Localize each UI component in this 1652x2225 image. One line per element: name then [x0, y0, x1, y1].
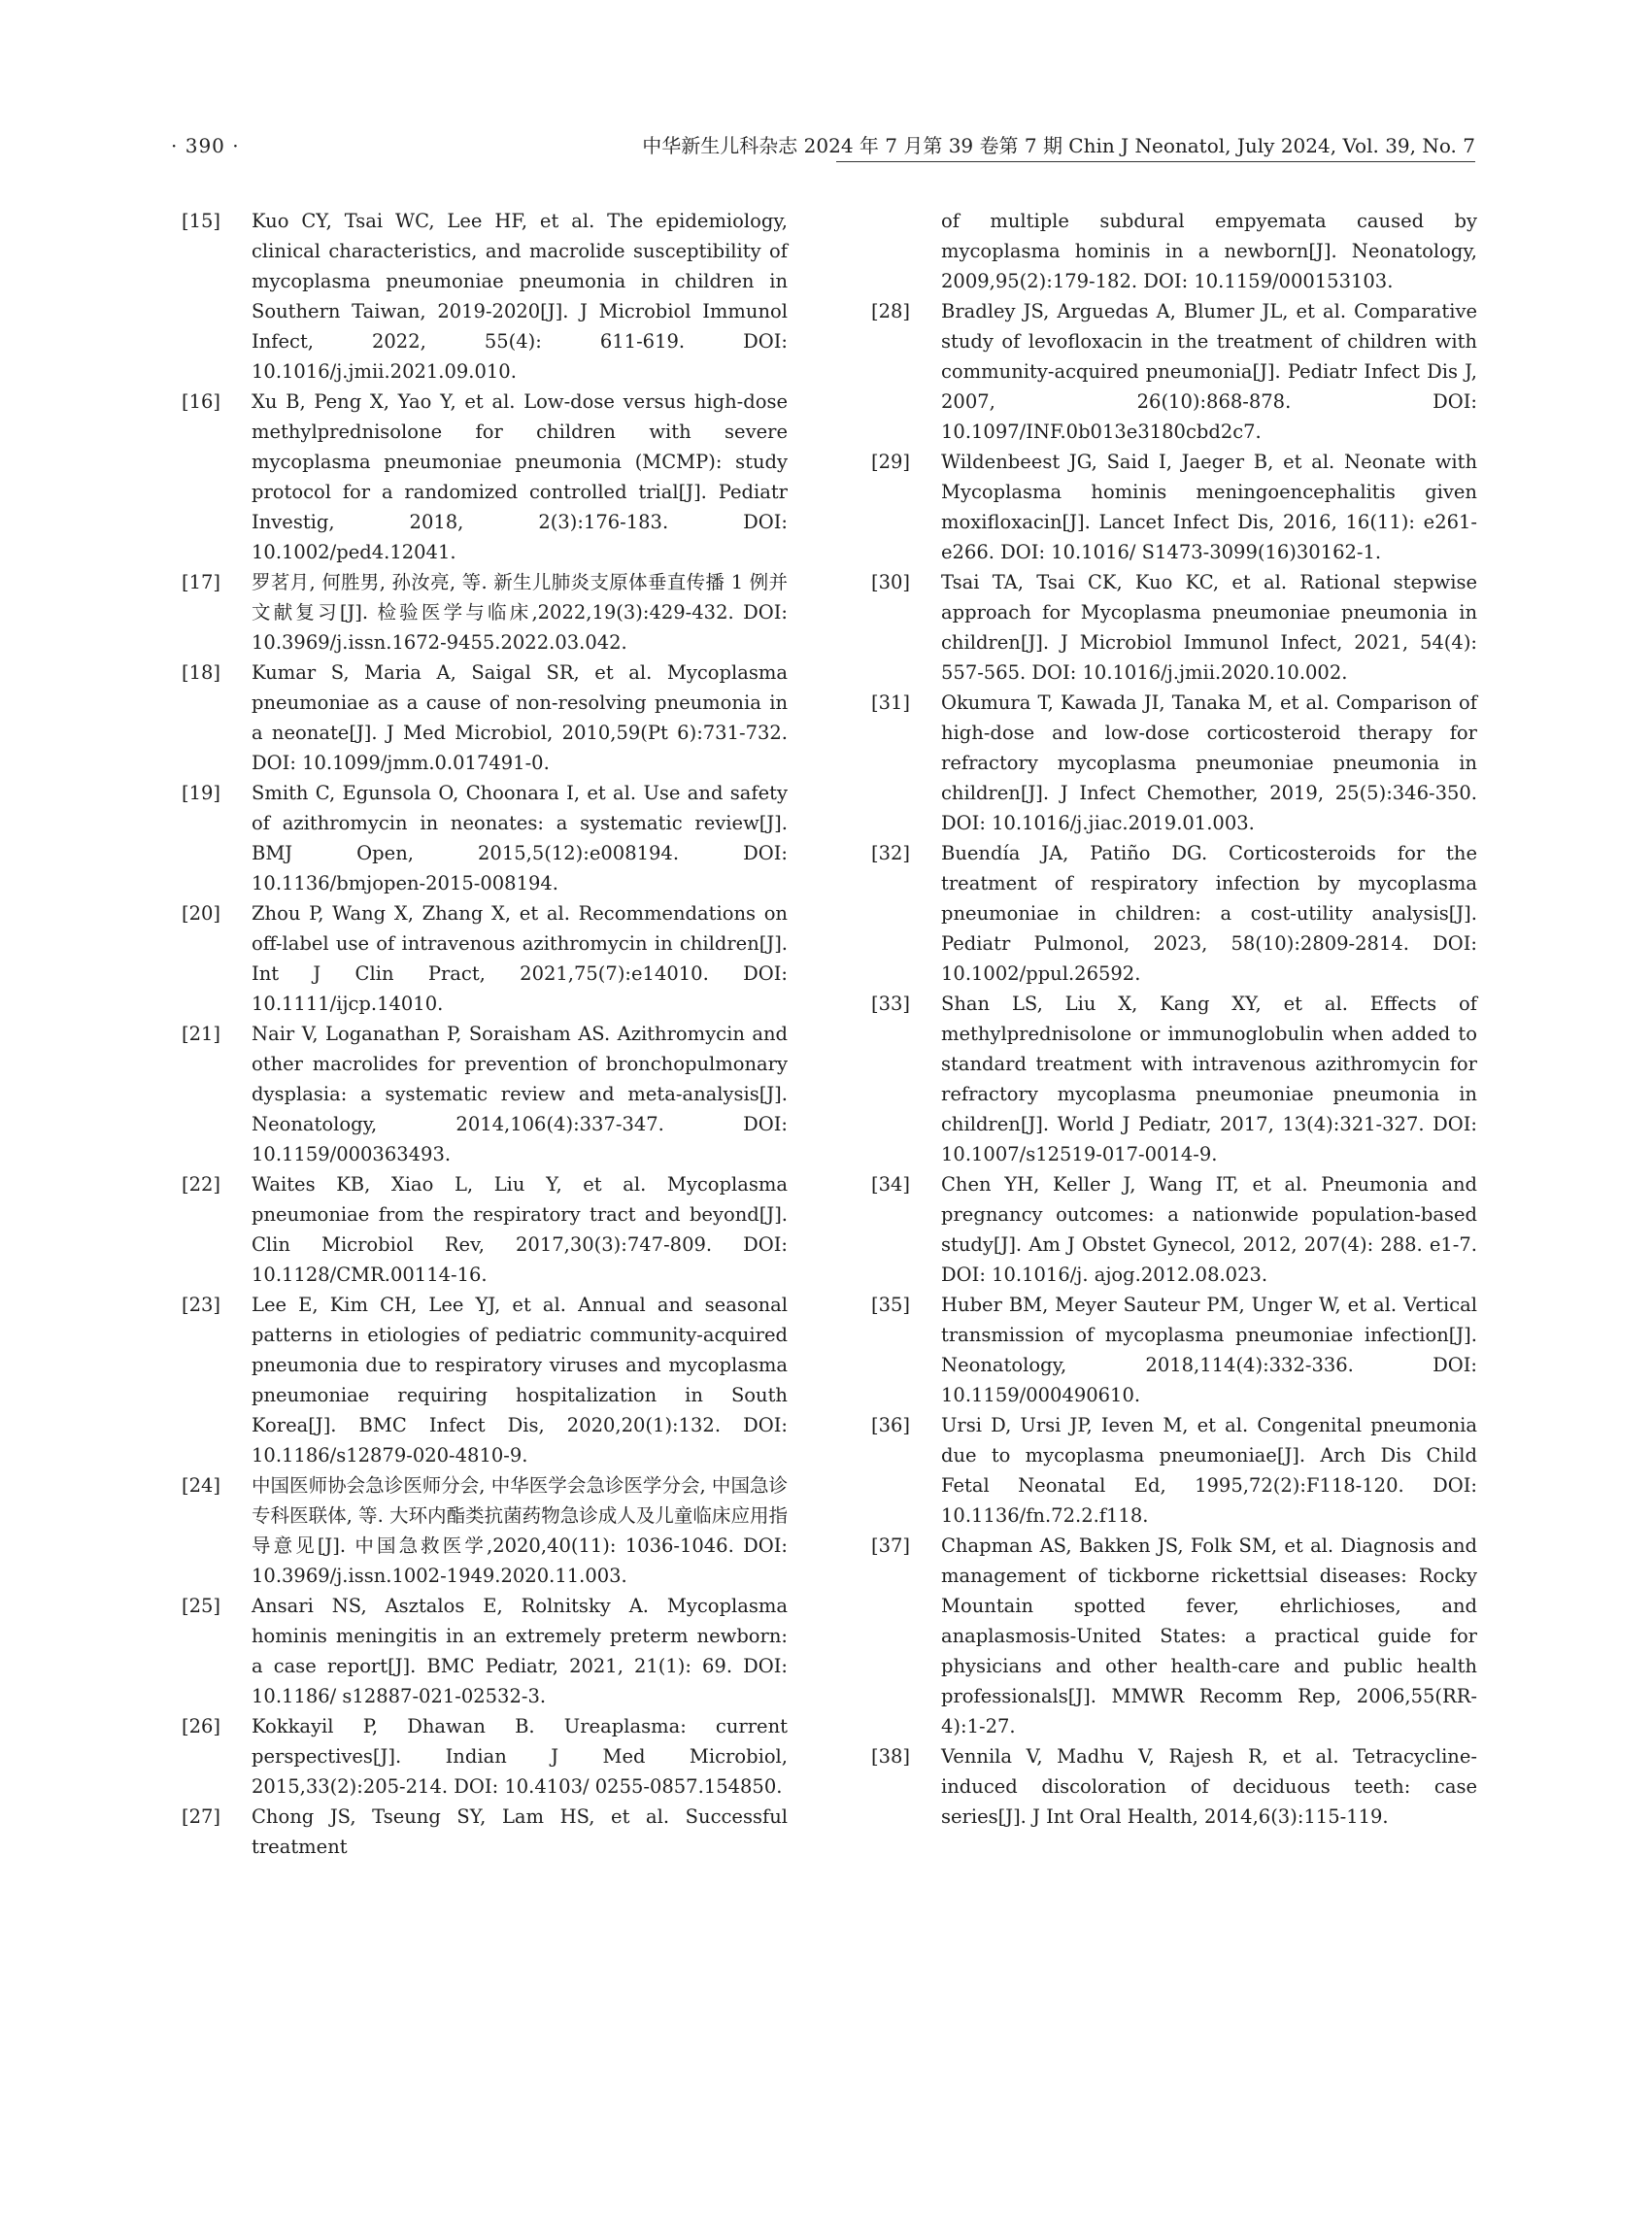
reference-number: [27]	[182, 1805, 221, 1828]
reference-item	[871, 989, 1477, 1169]
reference-item	[871, 838, 1477, 989]
reference-text: Ansari NS, Asztalos E, Rolnitsky A. Mycoplasma hominis meningitis in an extremely preterm newborn: a case report[J]. BMC Pediatr, 2021, 21(1): 69. DOI: 10.1186/ s12887-021-02532-3.	[252, 1595, 788, 1707]
reference-text: Chong JS, Tseung SY, Lam HS, et al. Successful treatment	[252, 1805, 788, 1858]
reference-text: Shan LS, Liu X, Kang XY, et al. Effects of methylprednisolone or immunoglobulin when added to standard treatment with intravenous azithromycin for refractory mycoplasma pneumoniae pneumonia in children[J]. World J Pediatr, 2017, 13(4):321-327. DOI: 10.1007/s12519-017-0014-9.	[941, 993, 1477, 1165]
reference-number: [34]	[871, 1173, 911, 1196]
reference-number: [24]	[182, 1474, 221, 1497]
reference-item	[182, 1802, 788, 1862]
reference-item	[182, 1470, 788, 1591]
reference-text: Okumura T, Kawada JI, Tanaka M, et al. Comparison of high-dose and low-dose corticosteroid therapy for refractory mycoplasma pneumoniae pneumonia in children[J]. J Infect Chemother, 2019, 25(5):346-350. DOI: 10.1016/j.jiac.2019.01.003.	[941, 691, 1477, 834]
reference-item	[182, 387, 788, 567]
reference-item	[871, 206, 1477, 296]
reference-text: Kuo CY, Tsai WC, Lee HF, et al. The epidemiology, clinical characteristics, and macrolide susceptibility of mycoplasma pneumoniae pneumonia in children in Southern Taiwan, 2019-2020[J]. J Microbiol Immunol Infect, 2022, 55(4): 611-619. DOI: 10.1016/j.jmii.2021.09.010.	[252, 210, 788, 383]
reference-text: Wildenbeest JG, Said I, Jaeger B, et al. Neonate with Mycoplasma hominis meningoencephalitis given moxifloxacin[J]. Lancet Infect Dis, 2016, 16(11): e261-e266. DOI: 10.1016/ S1473-3099(16)30162-1.	[941, 451, 1477, 563]
reference-number: [31]	[871, 691, 911, 714]
reference-item	[182, 1711, 788, 1802]
reference-item	[182, 898, 788, 1019]
reference-number: [26]	[182, 1715, 221, 1737]
reference-number	[871, 206, 941, 296]
reference-text: Xu B, Peng X, Yao Y, et al. Low-dose versus high-dose methylprednisolone for children with severe mycoplasma pneumoniae pneumonia (MCMP): study protocol for a randomized controlled trial[J]. Pediatr Investig, 2018, 2(3):176-183. DOI: 10.1002/ped4.12041.	[252, 390, 788, 563]
reference-text: Tsai TA, Tsai CK, Kuo KC, et al. Rational stepwise approach for Mycoplasma pneumoniae pneumonia in children[J]. J Microbiol Immunol Infect, 2021, 54(4): 557-565. DOI: 10.1016/j.jmii.2020.10.002.	[941, 571, 1477, 684]
reference-text: Waites KB, Xiao L, Liu Y, et al. Mycoplasma pneumoniae from the respiratory tract and beyond[J]. Clin Microbiol Rev, 2017,30(3):747-809. DOI: 10.1128/CMR.00114-16.	[252, 1173, 788, 1286]
reference-item	[871, 447, 1477, 567]
reference-text: Ursi D, Ursi JP, Ieven M, et al. Congenital pneumonia due to mycoplasma pneumoniae[J]. Arch Dis Child Fetal Neonatal Ed, 1995,72(2):F118-120. DOI: 10.1136/fn.72.2.f118.	[941, 1414, 1477, 1527]
reference-item	[182, 1591, 788, 1711]
reference-number: [36]	[871, 1414, 911, 1436]
references-left-column	[182, 206, 788, 1862]
reference-item	[871, 1531, 1477, 1741]
reference-number: [37]	[871, 1534, 911, 1557]
reference-item	[871, 567, 1477, 688]
reference-number: [35]	[871, 1294, 911, 1316]
reference-text: Lee E, Kim CH, Lee YJ, et al. Annual and seasonal patterns in etiologies of pediatric community-acquired pneumonia due to respiratory viruses and mycoplasma pneumoniae requiring hospitalization in South Korea[J]. BMC Infect Dis, 2020,20(1):132. DOI: 10.1186/s12879-020-4810-9.	[252, 1294, 788, 1466]
reference-text: 中国医师协会急诊医师分会, 中华医学会急诊医学分会, 中国急诊专科医联体, 等. 大环内酯类抗菌药物急诊成人及儿童临床应用指导意见[J]. 中国急救医学,2020,40(11): 1036-1046. DOI: 10.3969/j.issn.1002-1949.2020.11.003.	[252, 1474, 788, 1587]
reference-item	[871, 1410, 1477, 1531]
reference-number: [21]	[182, 1023, 221, 1045]
reference-text: Huber BM, Meyer Sauteur PM, Unger W, et al. Vertical transmission of mycoplasma pneumoniae infection[J]. Neonatology, 2018,114(4):332-336. DOI: 10.1159/000490610.	[941, 1294, 1477, 1406]
reference-item	[871, 296, 1477, 447]
reference-number: [18]	[182, 661, 221, 684]
reference-text: Bradley JS, Arguedas A, Blumer JL, et al. Comparative study of levofloxacin in the treatment of children with community-acquired pneumonia[J]. Pediatr Infect Dis J, 2007, 26(10):868-878. DOI: 10.1097/INF.0b013e3180cbd2c7.	[941, 300, 1477, 443]
reference-number: [29]	[871, 451, 911, 473]
reference-number: [30]	[871, 571, 911, 593]
reference-text: 罗茗月, 何胜男, 孙汝亮, 等. 新生儿肺炎支原体垂直传播 1 例并文献复习[J]. 检验医学与临床,2022,19(3):429-432. DOI: 10.3969/j.issn.1672-9455.2022.03.042.	[252, 571, 788, 654]
reference-number: [32]	[871, 842, 911, 864]
journal-citation-line: 中华新生儿科杂志 2024 年 7 月第 39 卷第 7 期 Chin J Neonatol, July 2024, Vol. 39, No. 7	[642, 134, 1475, 157]
reference-number: [22]	[182, 1173, 221, 1196]
reference-item	[182, 1169, 788, 1290]
reference-text: Chapman AS, Bakken JS, Folk SM, et al. Diagnosis and management of tickborne rickettsial diseases: Rocky Mountain spotted fever, ehrlichioses, and anaplasmosis-United States: a practical guide for physicians and other health-care and public health professionals[J]. MMWR Recomm Rep, 2006,55(RR-4):1-27.	[941, 1534, 1477, 1737]
reference-item	[871, 1169, 1477, 1290]
running-header	[171, 134, 1475, 163]
reference-item	[871, 1290, 1477, 1410]
reference-number: [16]	[182, 390, 221, 413]
reference-item	[182, 567, 788, 657]
page-number: · 390 ·	[171, 134, 240, 157]
reference-number: [15]	[182, 210, 221, 232]
reference-text: Buendía JA, Patiño DG. Corticosteroids for the treatment of respiratory infection by mycoplasma pneumoniae in children: a cost-utility analysis[J]. Pediatr Pulmonol, 2023, 58(10):2809-2814. DOI: 10.1002/ppul.26592.	[941, 842, 1477, 985]
reference-text: Zhou P, Wang X, Zhang X, et al. Recommendations on off-label use of intravenous azithromycin in children[J]. Int J Clin Pract, 2021,75(7):e14010. DOI: 10.1111/ijcp.14010.	[252, 902, 788, 1015]
reference-number: [20]	[182, 902, 221, 925]
reference-text: Chen YH, Keller J, Wang IT, et al. Pneumonia and pregnancy outcomes: a nationwide population-based study[J]. Am J Obstet Gynecol, 2012, 207(4): 288. e1-7. DOI: 10.1016/j. ajog.2012.08.023.	[941, 1173, 1477, 1286]
reference-item	[871, 688, 1477, 838]
reference-number: [17]	[182, 571, 221, 593]
reference-item	[182, 206, 788, 387]
reference-item	[871, 1741, 1477, 1832]
reference-item	[182, 657, 788, 778]
reference-number: [23]	[182, 1294, 221, 1316]
reference-number: [38]	[871, 1745, 911, 1768]
reference-text: Kumar S, Maria A, Saigal SR, et al. Mycoplasma pneumoniae as a cause of non-resolving pneumonia in a neonate[J]. J Med Microbiol, 2010,59(Pt 6):731-732. DOI: 10.1099/jmm.0.017491-0.	[252, 661, 788, 774]
reference-text: Nair V, Loganathan P, Soraisham AS. Azithromycin and other macrolides for prevention of bronchopulmonary dysplasia: a systematic review and meta-analysis[J]. Neonatology, 2014,106(4):337-347. DOI: 10.1159/000363493.	[252, 1023, 788, 1165]
reference-text: Smith C, Egunsola O, Choonara I, et al. Use and safety of azithromycin in neonates: a systematic review[J]. BMJ Open, 2015,5(12):e008194. DOI: 10.1136/bmjopen-2015-008194.	[252, 782, 788, 894]
reference-item	[182, 1290, 788, 1470]
reference-number: [19]	[182, 782, 221, 804]
reference-text: Vennila V, Madhu V, Rajesh R, et al. Tetracycline-induced discoloration of deciduous teeth: case series[J]. J Int Oral Health, 2014,6(3):115-119.	[941, 1745, 1477, 1828]
references-right-column	[871, 206, 1477, 1832]
reference-text: Kokkayil P, Dhawan B. Ureaplasma: current perspectives[J]. Indian J Med Microbiol, 2015,33(2):205-214. DOI: 10.4103/ 0255-0857.154850.	[252, 1715, 788, 1798]
reference-item	[182, 1019, 788, 1169]
reference-item	[182, 778, 788, 898]
reference-number: [25]	[182, 1595, 221, 1617]
reference-number: [28]	[871, 300, 911, 322]
reference-number: [33]	[871, 993, 911, 1015]
header-rule	[836, 161, 1475, 162]
reference-text: of multiple subdural empyemata caused by mycoplasma hominis in a newborn[J]. Neonatology, 2009,95(2):179-182. DOI: 10.1159/000153103.	[941, 210, 1477, 292]
